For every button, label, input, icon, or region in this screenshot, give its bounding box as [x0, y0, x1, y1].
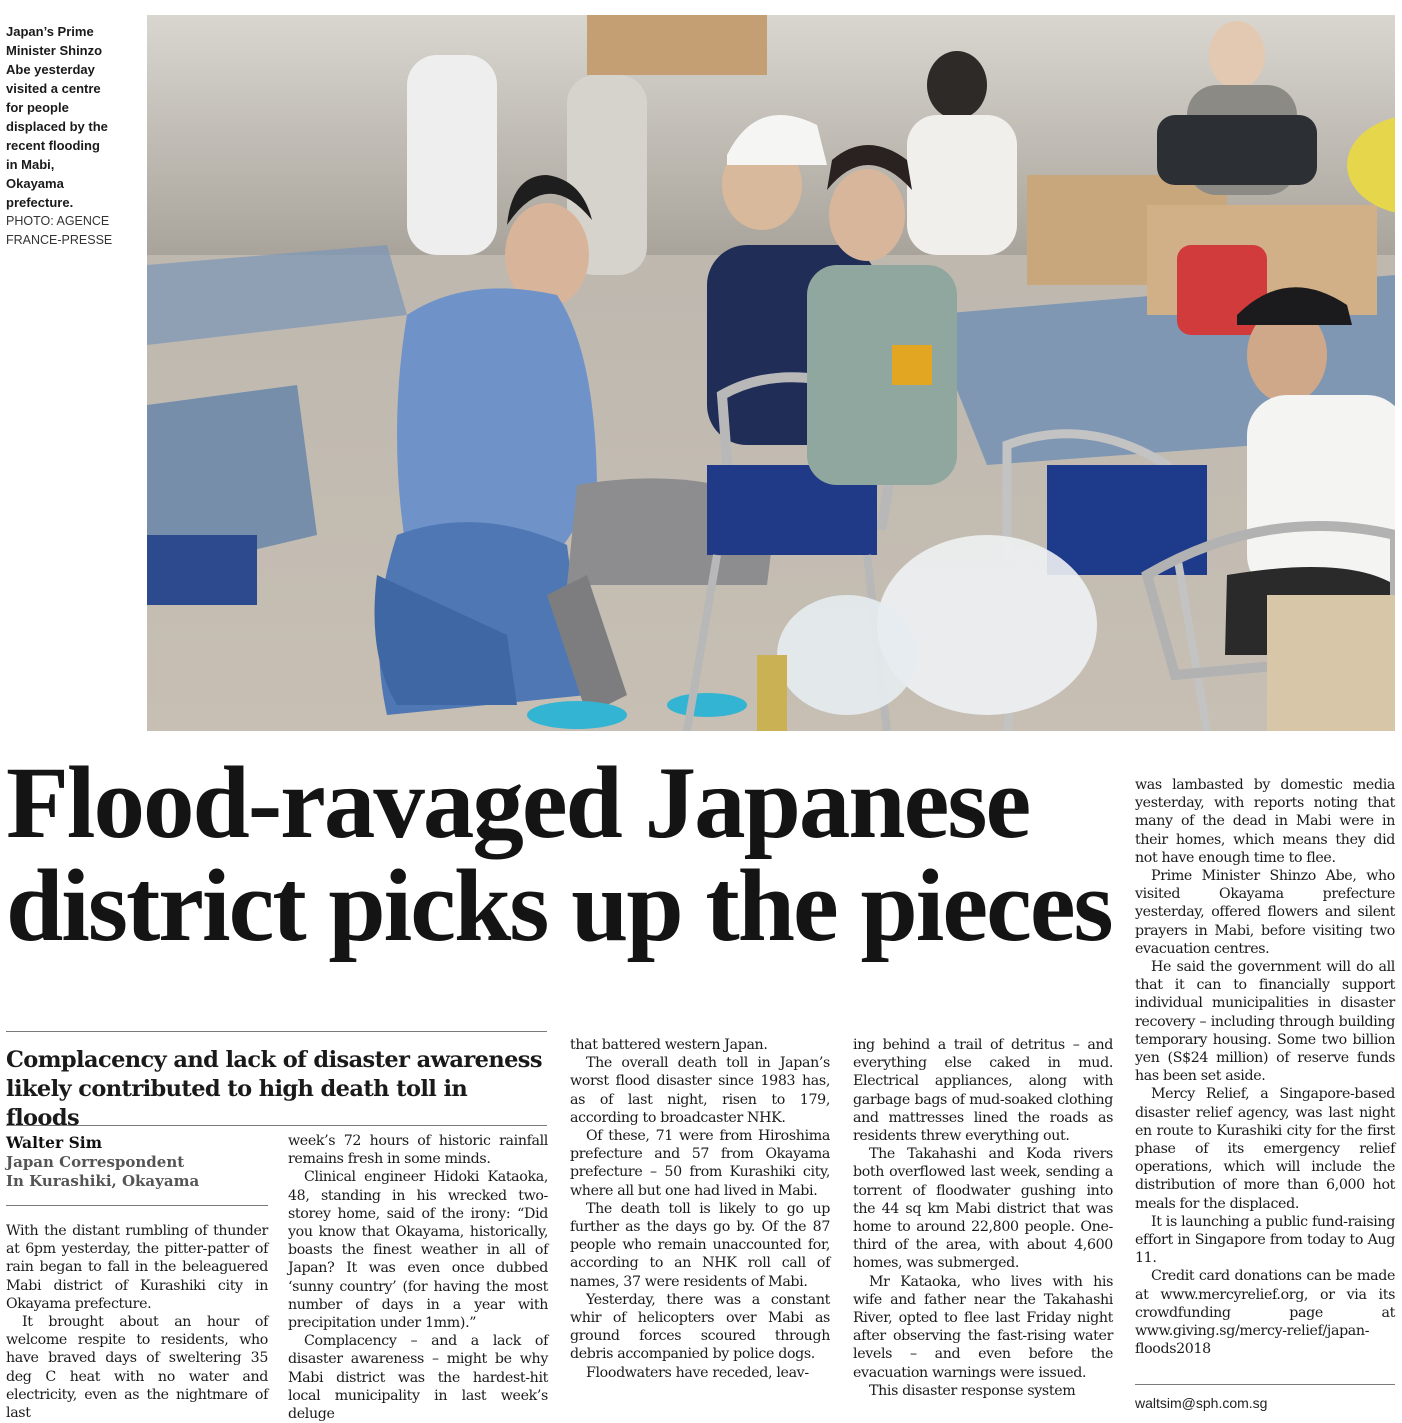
author-location: In Kurashiki, Okayama — [6, 1172, 200, 1190]
paragraph: Complacency – and a lack of disaster awareness – might be why Mabi district was the hardest-hit local municipality in last week’s deluge — [288, 1333, 548, 1423]
paragraph: ing behind a trail of detritus – and everything else caked in mud. Electrical appliances, along with garbage bags of mud-soaked clothing and mattresses lined the roads as residents threw everything out. — [853, 1037, 1113, 1145]
paragraph: The overall death toll in Japan’s worst flood disaster since 1983 has, as of last night, risen to 179, according to broadcaster NHK. — [570, 1055, 830, 1126]
paragraph: Prime Minister Shinzo Abe, who visited Okayama prefecture yesterday, offered flowers and silent prayers in Mabi, before visiting two evacuation centres. — [1135, 868, 1395, 957]
paragraph: It brought about an hour of welcome respite to residents, who have braved days of sweltering 35 deg C heat with no water and electricity, even as the nightmare of last — [6, 1314, 268, 1422]
paragraph: With the distant rumbling of thunder at 6pm yesterday, the pitter-patter of rain began to fall in the beleaguered Mabi district of Kurashiki city in Okayama prefecture. — [6, 1223, 268, 1312]
caption-line: in Mabi, — [6, 157, 55, 172]
paragraph: Mr Kataoka, who lives with his wife and father near the Takahashi River, opted to flee last Friday night after observing the fast-rising water levels – and even before the evacuation warnings were issued. — [853, 1273, 1113, 1381]
paragraph: was lambasted by domestic media yesterday, with reports noting that many of the dead in Mabi were in their homes, which means they did not have enough time to flee. — [1135, 777, 1395, 866]
lead-photo — [147, 15, 1395, 731]
deck — [6, 1046, 546, 1133]
caption-line: Minister Shinzo — [6, 43, 103, 58]
paragraph: Mercy Relief, a Singapore-based disaster relief agency, was last night en route to Kurashiki city for the first phase of its emergency relief operations, which will include the distribution of more than 6,000 hot meals for the displaced. — [1135, 1086, 1395, 1212]
body-column-4 — [853, 1036, 1113, 1400]
paragraph: Clinical engineer Hidoki Kataoka, 48, standing in his wrecked two-storey home, said of the irony: “Did you know that Okayama, historically, boasts the finest weather in all of Japan? It was even once dubbed ‘sunny country’ (for having the most number of days in a year with precipitation under 1mm).” — [288, 1169, 548, 1332]
paragraph: The Takahashi and Koda rivers both overflowed last week, sending a torrent of floodwater gushing into the 44 sq km Mabi district that was home to around 22,800 people. One-third of the area, with about 4,600 homes, was submerged. — [853, 1146, 1113, 1272]
body-column-3 — [570, 1036, 830, 1382]
byline — [6, 1133, 276, 1191]
caption-line: recent flooding — [6, 138, 100, 153]
deck-line: Complacency and lack of disaster awareness — [6, 1047, 542, 1073]
author-email: waltsim@sph.com.sg — [1135, 1395, 1268, 1411]
byline-bottom-rule — [6, 1205, 268, 1206]
photo-credit: FRANCE-PRESSE — [6, 233, 113, 247]
caption-line: Okayama — [6, 176, 64, 191]
caption-line: for people — [6, 100, 69, 115]
headline — [6, 746, 1126, 963]
body-column-1 — [6, 1222, 268, 1422]
caption-line: visited a centre — [6, 81, 101, 96]
caption-line: displaced by the — [6, 119, 108, 134]
photo-credit: PHOTO: AGENCE — [6, 214, 110, 228]
email-rule — [1135, 1384, 1395, 1385]
headline-line: Flood-ravaged Japanese — [6, 746, 1030, 860]
body-column-5 — [1135, 776, 1395, 1359]
caption-line: prefecture. — [6, 195, 74, 210]
paragraph: Floodwaters have receded, leav- — [586, 1364, 809, 1381]
deck-line: likely contributed to high death toll in floods — [6, 1076, 468, 1131]
caption-line: Japan’s Prime — [6, 24, 94, 39]
paragraph: It is launching a public fund-raising effort in Singapore from today to Aug 11. — [1135, 1213, 1395, 1267]
paragraph: Credit card donations can be made at www.mercyrelief.org, or via its crowdfunding page at www.giving.sg/mercy-relief/japan-floods2018 — [1135, 1268, 1395, 1358]
photo-caption — [6, 22, 138, 250]
paragraph: He said the government will do all that it can to financially support individual municipalities in disaster recovery – including through building temporary housing. Some two billion yen (S$24 million) of reserve funds has been set aside. — [1135, 959, 1395, 1085]
paragraph: The death toll is likely to go up further as the days go by. Of the 87 people who remain unaccounted for, according to an NHK roll call of names, 37 were residents of Mabi. — [570, 1200, 830, 1290]
deck-top-rule — [6, 1031, 547, 1032]
paragraph: Of these, 71 were from Hiroshima prefecture and 57 from Okayama prefecture – 50 from Kurashiki city, where all but one had lived in Mabi. — [570, 1128, 830, 1199]
headline-line: district picks up the pieces — [6, 849, 1112, 963]
author-name: Walter Sim — [6, 1133, 103, 1152]
author-role: Japan Correspondent — [6, 1153, 185, 1171]
body-column-2 — [288, 1132, 548, 1423]
paragraph: This disaster response system — [869, 1382, 1076, 1399]
caption-line: Abe yesterday — [6, 62, 95, 77]
paragraph: week’s 72 hours of historic rainfall remains fresh in some minds. — [288, 1133, 548, 1168]
paragraph: Yesterday, there was a constant whir of helicopters over Mabi as ground forces scoured through debris accompanied by police dogs. — [570, 1291, 830, 1363]
paragraph: that battered western Japan. — [570, 1037, 768, 1053]
